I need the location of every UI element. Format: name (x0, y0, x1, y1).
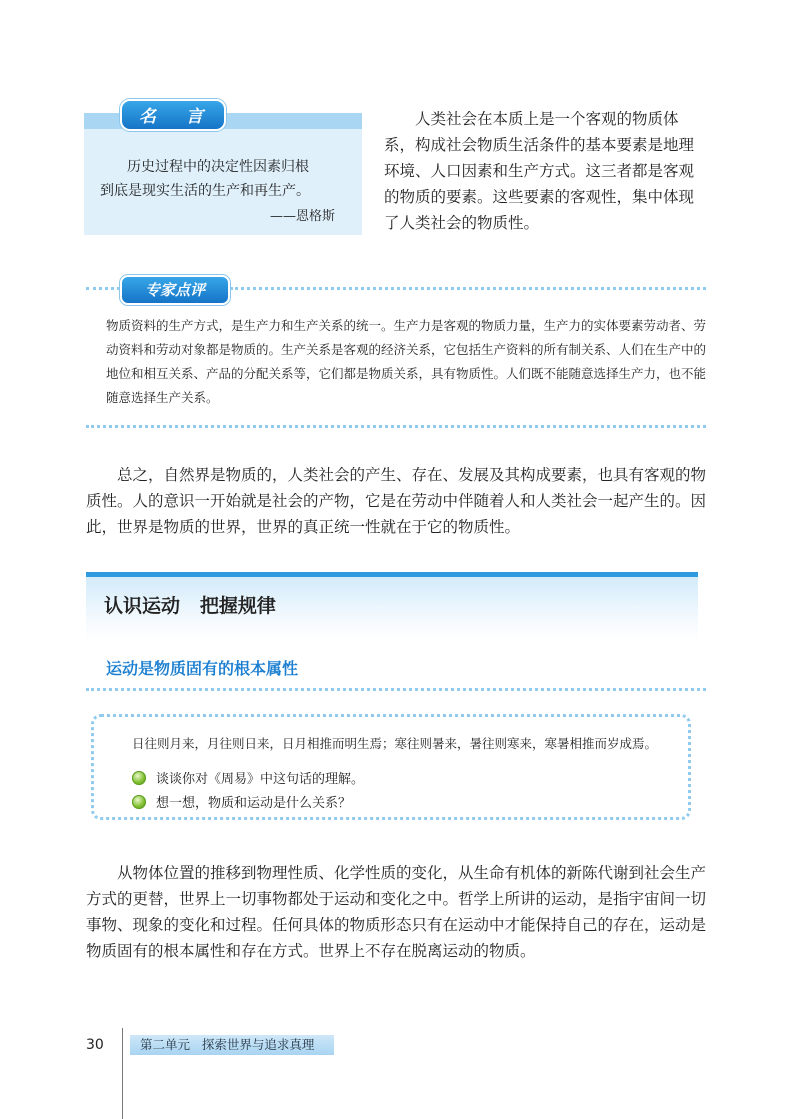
expert-top-divider-right (230, 287, 706, 290)
question-text-1: 谈谈你对《周易》中这句话的理解。 (156, 772, 365, 787)
expert-comment-tab: 专家点评 (120, 275, 230, 305)
think-quote: 日往则月来，月往则日来，日月相推而明生焉；寒往则暑来，暑往则寒来，寒暑相推而岁成焉。 (132, 736, 658, 751)
expert-top-divider-left (86, 287, 120, 290)
green-bullet-icon (132, 795, 146, 809)
page-number: 30 (86, 1037, 104, 1053)
footer-divider (122, 1028, 123, 1119)
body-paragraph: 从物体位置的推移到物理性质、化学性质的变化，从生命有机体的新陈代谢到社会生产方式的更替，世界上一切事物都处于运动和变化之中。哲学上所讲的运动，是指宇宙间一切事物、现象的变化和过程。任何具体的物质形态只有在运动中才能保持自己的存在，运动是物质固有的根本属性和存在方式。世界上不存在脱离运动的物质。 (86, 864, 707, 960)
summary-paragraph: 总之，自然界是物质的，人类社会的产生、存在、发展及其构成要素，也具有客观的物质性。人的意识一开始就是社会的产物，它是在劳动中伴随着人和人类社会一起产生的。因此，世界是物质的世界，世界的真正统一性就在于它的物质性。 (86, 466, 707, 536)
subsection-title: 运动是物质固有的根本属性 (106, 659, 299, 678)
question-text-2: 想一想，物质和运动是什么关系？ (156, 796, 352, 811)
unit-label: 第二单元 探索世界与追求真理 (130, 1035, 334, 1055)
quote-citation: ——恩格斯 (270, 209, 336, 224)
subsection-divider (86, 688, 706, 691)
intro-paragraph: 人类社会在本质上是一个客观的物质体系，构成社会物质生活条件的基本要素是地理环境、人口因素和生产方式。这三者都是客观的物质的要素。这些要素的客观性，集中体现了人类社会的物质性。 (384, 110, 695, 232)
expert-bottom-divider (86, 425, 706, 428)
expert-comment-text: 物质资料的生产方式，是生产力和生产关系的统一。生产力是客观的物质力量，生产力的实体要素劳动者、劳动资料和劳动对象都是物质的。生产关系是客观的经济关系，它包括生产资料的所有制关系、人们在生产中的地位和相互关系、产品的分配关系等，它们都是物质关系，具有物质性。人们既不能随意选择生产力，也不能随意选择生产关系。 (106, 318, 707, 405)
question-item-1 (132, 768, 364, 787)
question-item-2 (132, 792, 351, 811)
quote-tab: 名 言 (120, 99, 226, 131)
section-title: 认识运动 把握规律 (104, 595, 276, 617)
quote-line-2: 到底是现实生活的生产和再生产。 (100, 183, 310, 199)
green-bullet-icon (132, 771, 146, 785)
quote-line-1: 历史过程中的决定性因素归根 (127, 159, 309, 175)
